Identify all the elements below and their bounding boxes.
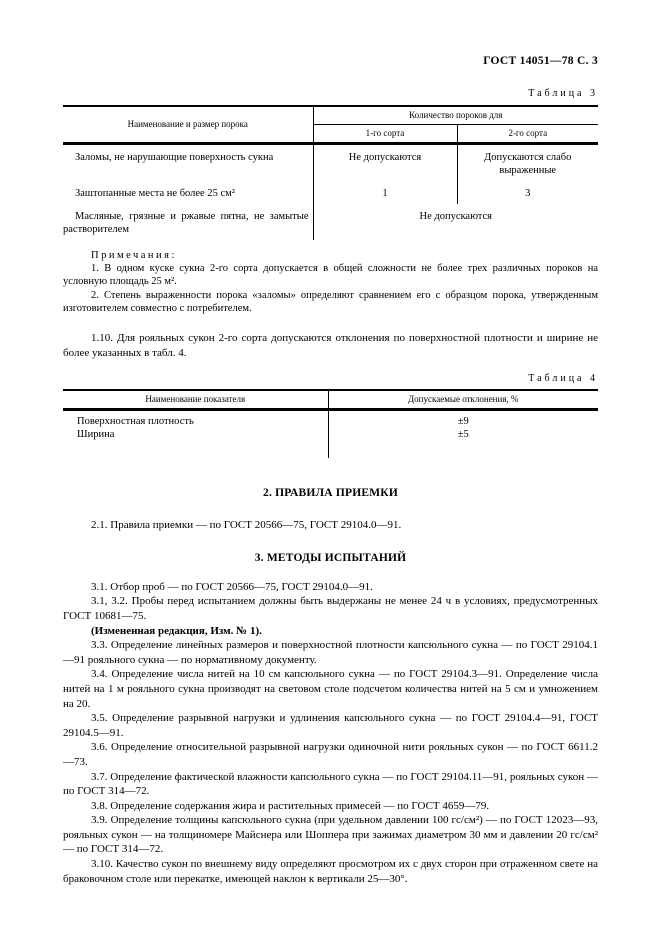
paragraph-3-3: 3.3. Определение линейных размеров и поверхностной плотности капсюльного сукна — по ГОСТ 29104.1—91 рояльного сукна — по нормативному документу.	[63, 639, 598, 666]
paragraph-3-8: 3.8. Определение содержания жира и растительных примесей — по ГОСТ 4659—79.	[91, 799, 490, 812]
table3-row	[63, 181, 598, 204]
table3-cell-merged: Не допускаются	[313, 204, 598, 240]
paragraph-3-1-3-2: 3.1, 3.2. Пробы перед испытанием должны быть выдержаны не менее 24 ч в условиях, предусмотренных ГОСТ 10681—75.	[63, 595, 598, 622]
table3-col-header-name: Наименование и размер порока	[63, 106, 313, 144]
table3-cell-grade1: Не допускаются	[313, 144, 457, 182]
table3-col-header-grade1: 1-го сорта	[313, 125, 457, 144]
table4-cell-name: Ширина	[77, 429, 115, 441]
table3-label: Таблица 3	[528, 88, 598, 99]
table3-cell-name: Масляные, грязные и ржавые пятна, не замытые растворителем	[63, 211, 309, 235]
amendment-note: (Измененная редакция, Изм. № 1).	[91, 624, 262, 637]
note-item: 1. В одном куске сукна 2-го сорта допускается в общей сложности не более трех различных пороков на условную площадь 25 м².	[63, 263, 598, 288]
table3-cell-grade1: 1	[313, 181, 457, 204]
table3-cell-name: Заломы, не нарушающие поверхность сукна	[75, 152, 274, 163]
table4-col-header-name: Наименование показателя	[63, 390, 328, 410]
paragraph-2-1: 2.1. Правила приемки — по ГОСТ 20566—75, ГОСТ 29104.0—91.	[91, 519, 402, 532]
table4-row	[63, 428, 598, 443]
paragraph-1-10: 1.10. Для рояльных сукон 2-го сорта допускаются отклонения по поверхностной плотности и ширине не более указанных в табл. 4.	[63, 332, 598, 359]
paragraph-3-9: 3.9. Определение толщины капсюльного сукна (при удельном давлении 100 гс/см²) — по ГОСТ 12023—93, рояльных сукон — на толщиномере Майснера или Шоппера при зажимах диаметром 30 мм и давлении 20 гс/см² — по ГОСТ 314—72.	[63, 814, 598, 856]
paragraph-3-6: 3.6. Определение относительной разрывной нагрузки одиночной нити рояльных сукон — по ГОСТ 6611.2—73.	[63, 741, 598, 768]
notes-title: Примечания:	[91, 250, 177, 261]
paragraph-3-1: 3.1. Отбор проб — по ГОСТ 20566—75, ГОСТ 29104.0—91.	[91, 580, 373, 593]
table4-rule-extension	[63, 443, 598, 458]
table3-header-row1	[63, 106, 598, 125]
table3-cell-name: Заштопанные места не более 25 см²	[75, 188, 235, 199]
paragraph-3-10: 3.10. Качество сукон по внешнему виду определяют просмотром их с двух сторон при отраженном свете на браковочном столе или перекатке, имеющей наклон к вертикали 25—30°.	[63, 858, 598, 885]
table4-col-header-value: Допускаемые отклонения, %	[328, 390, 598, 410]
section-3-title: 3. МЕТОДЫ ИСПЫТАНИЙ	[254, 551, 407, 564]
table4-cell-value: ±9	[328, 410, 598, 429]
table4-cell-value: ±5	[328, 428, 598, 443]
table4-cell-name: Поверхностная плотность	[77, 416, 194, 428]
table3	[63, 105, 598, 240]
table4	[63, 389, 598, 458]
table3-group-header: Количество пороков для	[313, 106, 598, 125]
notes-block	[63, 249, 598, 315]
paragraph-3-7: 3.7. Определение фактической влажности капсюльного сукна — по ГОСТ 29104.11—91, рояльных сукон — по ГОСТ 314—72.	[63, 770, 598, 798]
page-content	[63, 0, 598, 886]
table4-row	[63, 410, 598, 429]
paragraph-3-4: 3.4. Определение числа нитей на 10 см капсюльного сукна — по ГОСТ 29104.3—91. Определение числа нитей на 1 м рояльного сукна производят на световом столе подсчетом количества нитей на 5 см и умножением на 20.	[63, 668, 598, 710]
table3-cell-grade2: Допускаются слабо выраженные	[457, 144, 598, 182]
table4-header-row	[63, 390, 598, 410]
table4-label: Таблица 4	[528, 373, 598, 385]
doc-header: ГОСТ 14051—78 С. 3	[483, 55, 598, 67]
table3-row	[63, 204, 598, 240]
table3-col-header-grade2: 2-го сорта	[457, 125, 598, 144]
table3-cell-grade2: 3	[457, 181, 598, 204]
table3-row	[63, 144, 598, 182]
note-item: 2. Степень выраженности порока «заломы» определяют сравнением его с образцом порока, утвержденным изготовителем совместно с потребителем.	[63, 289, 598, 314]
section-2-title: 2. ПРАВИЛА ПРИЕМКИ	[263, 487, 398, 500]
paragraph-3-5: 3.5. Определение разрывной нагрузки и удлинения капсюльного сукна — по ГОСТ 29104.4—91, ГОСТ 29104.5—91.	[63, 712, 598, 739]
